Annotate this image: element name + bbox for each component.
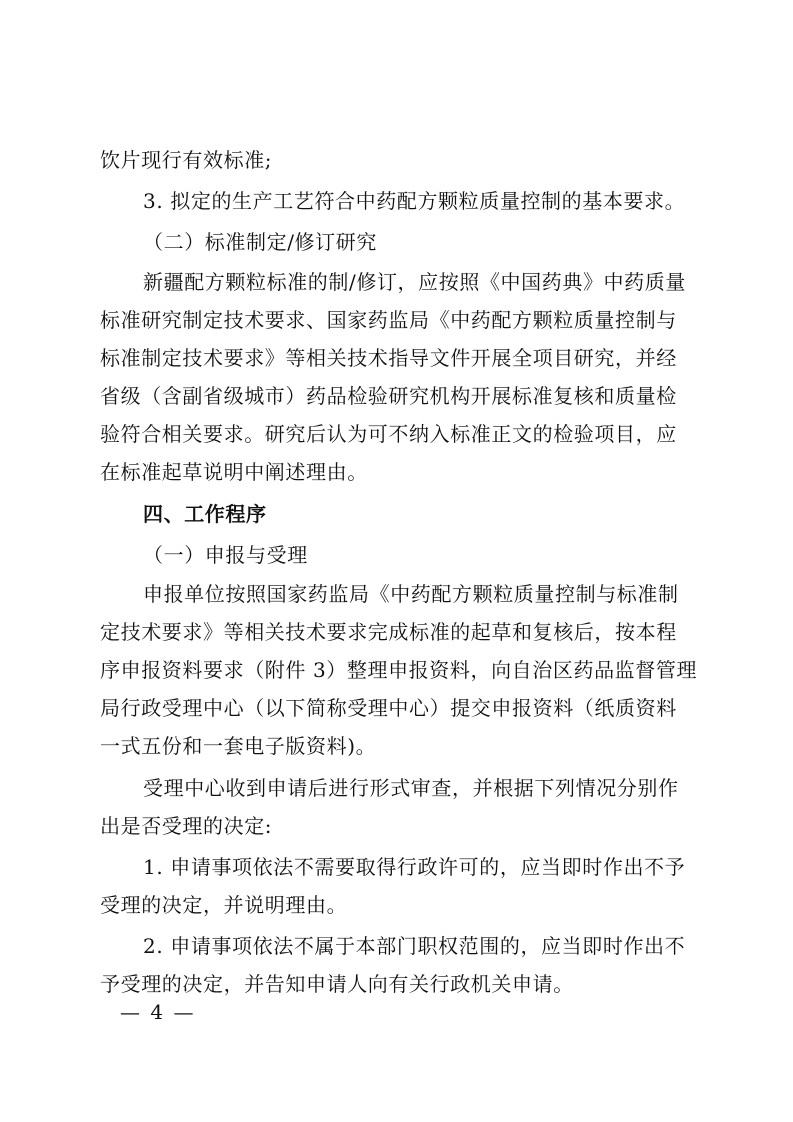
paragraph-line: 定技术要求》等相关技术要求完成标准的起草和复核后，按本程 bbox=[100, 620, 677, 644]
section-heading: 四、工作程序 bbox=[143, 502, 267, 526]
paragraph-line: 在标准起草说明中阐述理由。 bbox=[100, 460, 368, 484]
paragraph-line: 受理中心收到申请后进行形式审查，并根据下列情况分别作 bbox=[143, 776, 679, 800]
section-subheading: （一）申报与受理 bbox=[143, 543, 308, 567]
paragraph-line: 标准研究制定技术要求、国家药监局《中药配方颗粒质量控制与 bbox=[100, 308, 677, 332]
list-item: 1. 申请事项依法不需要取得行政许可的，应当即时作出不予 bbox=[143, 855, 686, 879]
list-item: 3. 拟定的生产工艺符合中药配方颗粒质量控制的基本要求。 bbox=[143, 189, 686, 213]
paragraph-line: 饮片现行有效标准; bbox=[100, 148, 273, 172]
list-item: 2. 申请事项依法不属于本部门职权范围的，应当即时作出不 bbox=[143, 934, 686, 958]
paragraph-line: 受理的决定，并说明理由。 bbox=[100, 893, 348, 917]
section-subheading: （二）标准制定/修订研究 bbox=[143, 230, 377, 254]
paragraph-line: 出是否受理的决定: bbox=[100, 814, 273, 838]
paragraph-line: 标准制定技术要求》等相关技术指导文件开展全项目研究，并经 bbox=[100, 346, 677, 370]
page-number: — 4 — bbox=[120, 1000, 196, 1024]
paragraph-line: 一式五份和一套电子版资料)。 bbox=[100, 734, 377, 758]
paragraph-line: 予受理的决定，并告知申请人向有关行政机关申请。 bbox=[100, 972, 574, 996]
paragraph-line: 省级（含副省级城市）药品检验研究机构开展标准复核和质量检 bbox=[100, 384, 677, 408]
paragraph-line: 新疆配方颗粒标准的制/修订，应按照《中国药典》中药质量 bbox=[143, 270, 686, 294]
paragraph-line: 序申报资料要求（附件 3）整理申报资料，向自治区药品监督管理 bbox=[100, 658, 698, 682]
paragraph-line: 局行政受理中心（以下简称受理中心）提交申报资料（纸质资料 bbox=[100, 696, 677, 720]
paragraph-line: 申报单位按照国家药监局《中药配方颗粒质量控制与标准制 bbox=[143, 582, 679, 606]
paragraph-line: 验符合相关要求。研究后认为可不纳入标准正文的检验项目，应 bbox=[100, 422, 677, 446]
